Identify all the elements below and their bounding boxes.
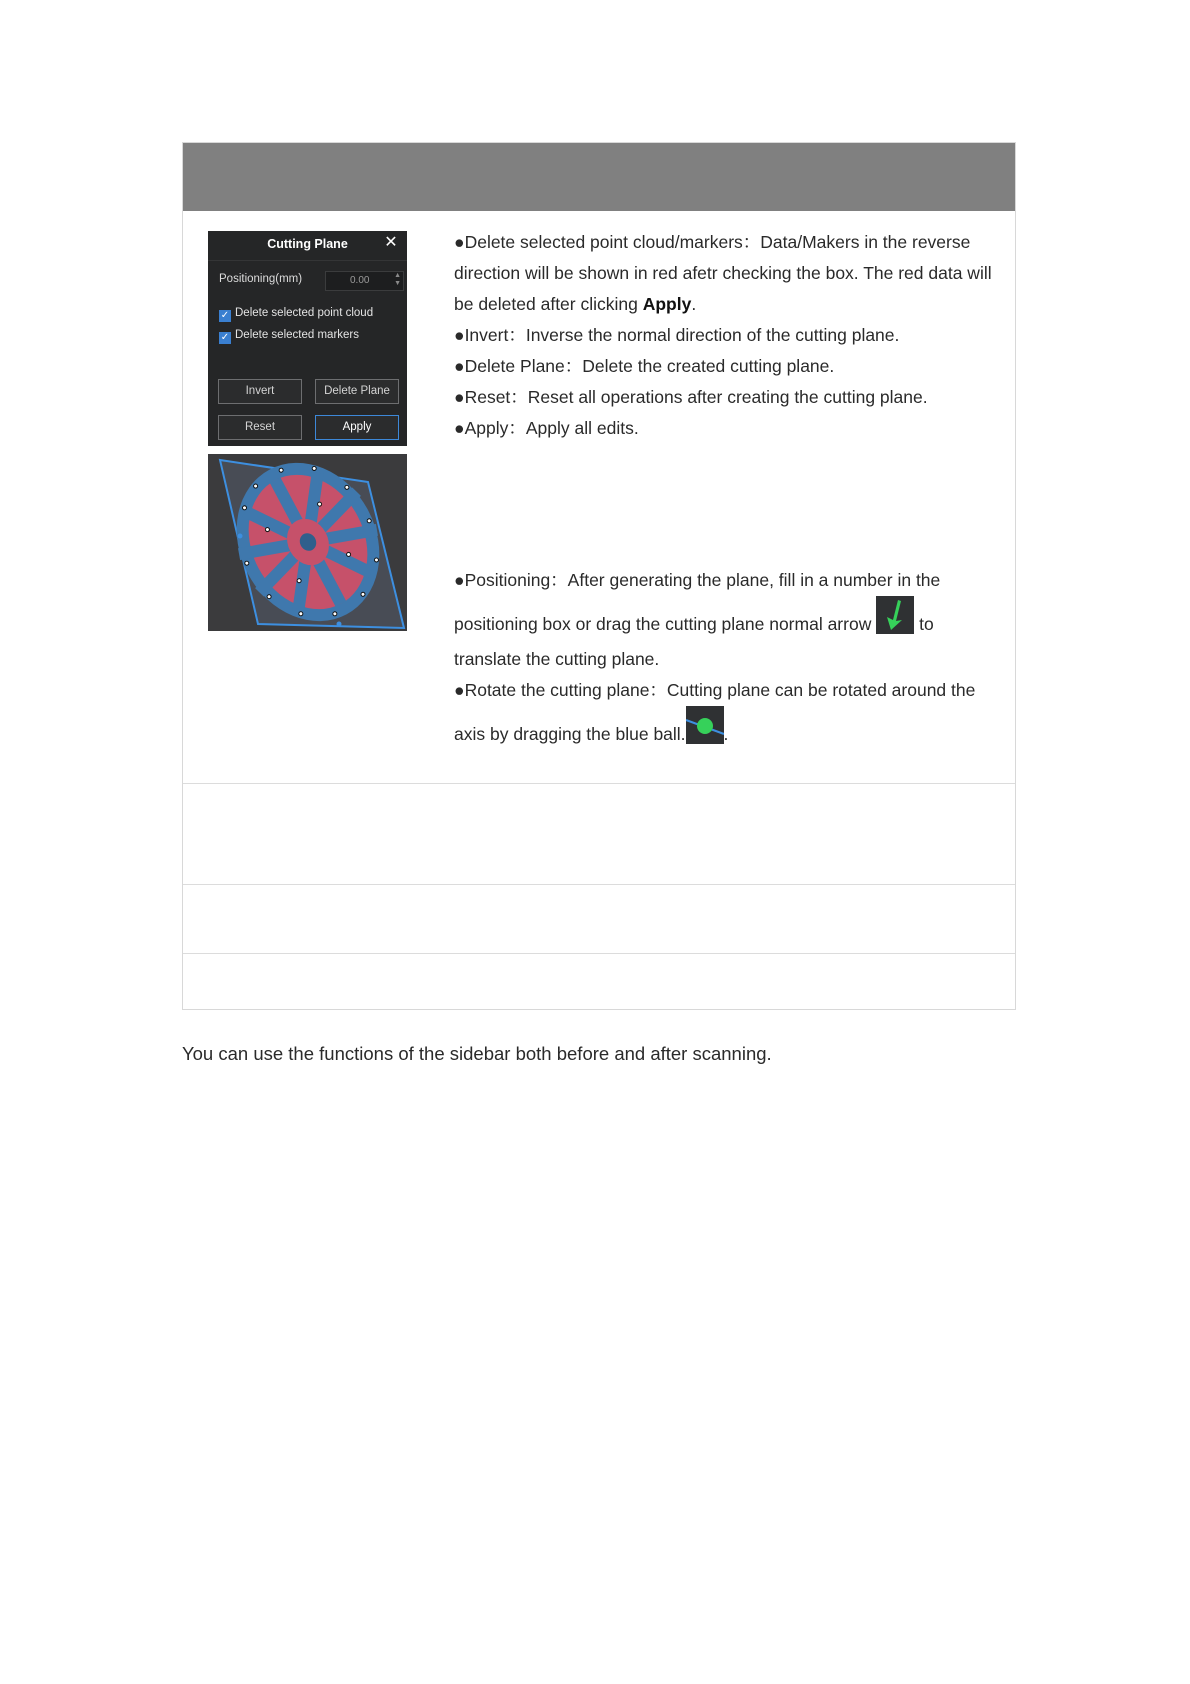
- spinner-icon[interactable]: ▲ ▼: [394, 272, 401, 287]
- apply-emphasis: Apply: [642, 294, 692, 314]
- sentence-end: .: [691, 294, 697, 314]
- description-top: [454, 227, 994, 444]
- wheel-scan-illustration: [208, 454, 407, 631]
- positioning-label: Positioning(mm): [219, 273, 303, 285]
- cutting-plane-panel: [208, 231, 407, 446]
- delete-selected-description: [454, 227, 994, 320]
- invert-description: ●Invert：Inverse the normal direction of the cutting plane.: [454, 325, 900, 345]
- panel-title: Cutting Plane: [267, 237, 348, 251]
- positioning-text-cont: to translate the cutting plane.: [454, 614, 934, 669]
- row-divider: [183, 884, 1015, 885]
- row-divider: [183, 953, 1015, 954]
- apply-description: ●Apply：Apply all edits.: [454, 418, 639, 438]
- close-icon[interactable]: ✕: [384, 234, 398, 251]
- checkbox-label: Delete selected markers: [235, 329, 359, 341]
- delete-markers-checkbox[interactable]: [219, 329, 359, 344]
- positioning-value: 0.00: [350, 275, 370, 286]
- document-table: [182, 142, 1016, 1010]
- panel-divider: [208, 260, 407, 261]
- checkbox-label: Delete selected point cloud: [235, 307, 374, 319]
- reset-description: ●Reset：Reset all operations after creating the cutting plane.: [454, 387, 928, 407]
- checkbox-icon[interactable]: ✓: [220, 310, 230, 321]
- delete-point-cloud-checkbox[interactable]: [219, 307, 373, 322]
- table-header-band: [183, 143, 1015, 211]
- sentence-end: .: [723, 724, 729, 744]
- positioning-description: [454, 565, 994, 675]
- normal-arrow-icon: [876, 596, 914, 644]
- footer-text: You can use the functions of the sidebar both before and after scanning.: [182, 1043, 772, 1064]
- positioning-input[interactable]: [325, 271, 404, 291]
- positioning-text: ●Positioning：After generating the plane, fill in a number in the positioning box or drag the cutting plane normal arrow: [454, 570, 941, 634]
- apply-button[interactable]: Apply: [315, 415, 399, 440]
- blue-ball-icon: [686, 706, 724, 754]
- rotate-text: ●Rotate the cutting plane：Cutting plane can be rotated around the axis by dragging the blue ball.: [454, 680, 976, 744]
- checkbox-icon[interactable]: ✓: [220, 332, 230, 343]
- reset-button[interactable]: Reset: [218, 415, 302, 440]
- invert-button[interactable]: Invert: [218, 379, 302, 404]
- description-bottom: [454, 565, 994, 754]
- wheel-scan-render: [208, 454, 407, 631]
- delete-plane-description: ●Delete Plane：Delete the created cutting plane.: [454, 356, 835, 376]
- rotate-description: [454, 675, 994, 754]
- row-divider: [183, 783, 1015, 784]
- delete-selected-text: ●Delete selected point cloud/markers：Data/Makers in the reverse direction will be shown in red afetr checking the box. The red data will be deleted after clicking: [454, 232, 992, 314]
- delete-plane-button[interactable]: Delete Plane: [315, 379, 399, 404]
